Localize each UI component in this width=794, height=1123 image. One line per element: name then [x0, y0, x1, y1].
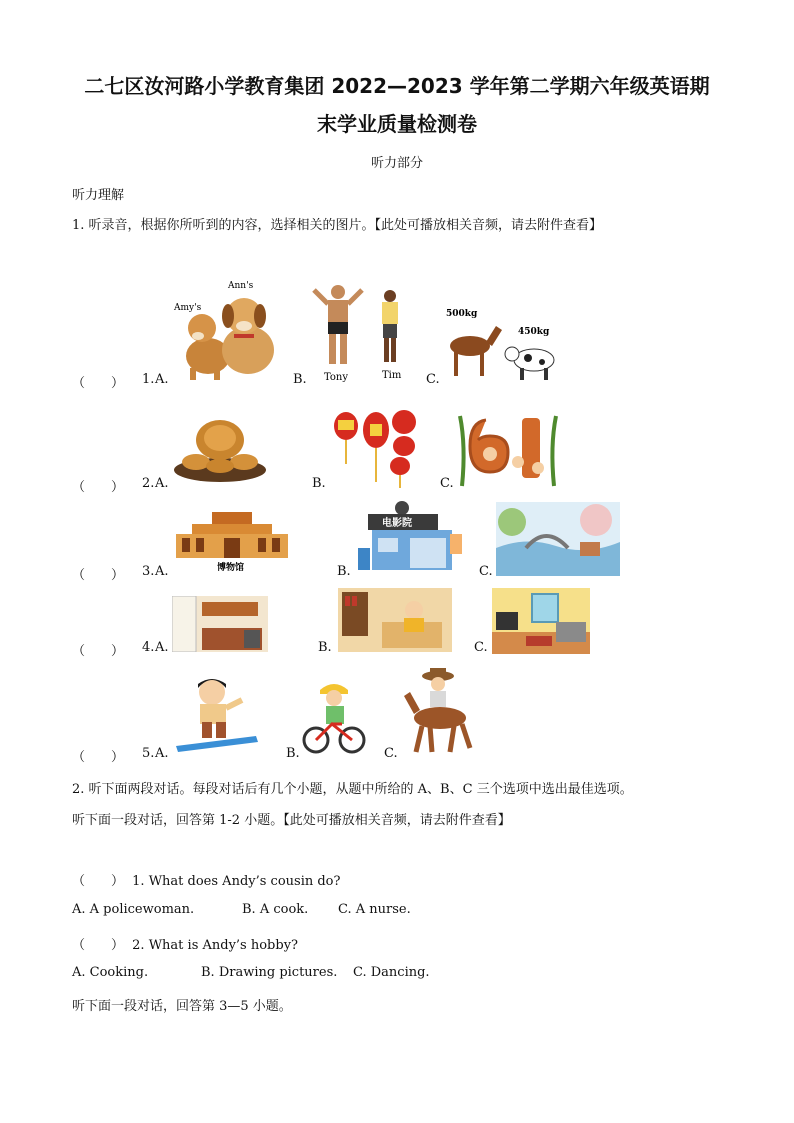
question2-instruction: 2. 听下面两段对话。每段对话后有几个小题，从题中所给的 A、B、C 三个选项中选出最佳选项。: [72, 782, 633, 797]
item-number: 1.: [142, 372, 155, 387]
item-number: 4.: [142, 640, 155, 655]
answer-bracket[interactable]: （ ）: [72, 750, 125, 765]
weight-500-label: 500kg: [446, 309, 478, 319]
option-b-label: B.: [286, 746, 300, 761]
dialog1-intro: 听下面一段对话，回答第 1-2 小题。【此处可播放相关音频，请去附件查看】: [72, 813, 511, 828]
museum-image: [172, 510, 292, 576]
option-b-label: B.: [318, 640, 332, 655]
sub2-option-a: A. Cooking.: [72, 965, 149, 980]
sub1-option-b: B. A cook.: [242, 902, 309, 917]
answer-bracket[interactable]: （ ）: [72, 874, 125, 889]
answer-bracket[interactable]: （ ）: [72, 938, 125, 953]
option-a-label: A.: [155, 746, 169, 761]
two-dogs-image: [170, 278, 282, 382]
sub1-option-a: A. A policewoman.: [72, 902, 195, 917]
dialog2-intro: 听下面一段对话，回答第 3—5 小题。: [72, 999, 292, 1014]
answer-bracket[interactable]: （ ）: [72, 644, 125, 659]
sub2-option-b: B. Drawing pictures.: [201, 965, 338, 980]
mooncakes-image: [172, 412, 268, 486]
option-c-label: C.: [479, 564, 493, 579]
sub-question-1: [72, 870, 340, 889]
red-lanterns-image: [330, 400, 422, 490]
sub2-option-c: C. Dancing.: [353, 965, 430, 980]
anns-label: Ann's: [228, 281, 254, 291]
option-c-label: C.: [384, 746, 398, 761]
sub-question-1-text: 1. What does Andy’s cousin do?: [132, 874, 341, 889]
option-a-label: A.: [155, 476, 169, 491]
park-bridge-image: [496, 502, 620, 576]
childrens-day-61-image: [456, 406, 560, 492]
answer-bracket[interactable]: （ ）: [72, 376, 125, 391]
cycling-child-image: [302, 680, 366, 756]
option-b-label: B.: [293, 372, 307, 387]
exam-title-line2: 末学业质量检测卷: [317, 112, 477, 136]
weight-450-label: 450kg: [518, 327, 550, 337]
sub1-option-c: C. A nurse.: [338, 902, 411, 917]
question1-instruction: 1. 听录音，根据你所听到的内容，选择相关的图片。【此处可播放相关音频，请去附件查看】: [72, 218, 603, 233]
option-c-label: C.: [426, 372, 440, 387]
item-number: 5.: [142, 746, 155, 761]
snowboarding-boy-image: [172, 676, 262, 756]
cinema-sign: 电影院: [382, 518, 412, 529]
option-a-label: A.: [155, 564, 169, 579]
option-a-label: A.: [155, 640, 169, 655]
section-heading: 听力部分: [370, 156, 423, 171]
option-a-label: A.: [155, 372, 169, 387]
amys-label: Amy's: [174, 303, 202, 313]
museum-sign: 博物馆: [217, 563, 245, 573]
horse-rider-image: [400, 668, 478, 758]
tony-and-tim-image: [310, 282, 414, 382]
exam-title-line1: 二七区汝河路小学教育集团 2022—2023 学年第二学期六年级英语期: [84, 74, 710, 98]
option-c-label: C.: [474, 640, 488, 655]
option-b-label: B.: [312, 476, 326, 491]
living-room-image: [492, 588, 590, 654]
item-number: 2.: [142, 476, 155, 491]
sub-question-2-text: 2. What is Andy’s hobby?: [132, 938, 299, 953]
answer-bracket[interactable]: （ ）: [72, 568, 125, 583]
tony-label: Tony: [324, 372, 349, 382]
item-number: 3.: [142, 564, 155, 579]
answer-bracket[interactable]: （ ）: [72, 480, 125, 495]
subsection-heading: 听力理解: [72, 188, 125, 203]
tim-label: Tim: [382, 370, 402, 381]
kitchen-image: [172, 596, 268, 652]
sub-question-2: [72, 934, 298, 953]
study-room-image: [338, 588, 452, 652]
option-c-label: C.: [440, 476, 454, 491]
option-b-label: B.: [337, 564, 351, 579]
horse-and-cow-image: [442, 304, 564, 384]
cinema-image: [358, 500, 464, 574]
